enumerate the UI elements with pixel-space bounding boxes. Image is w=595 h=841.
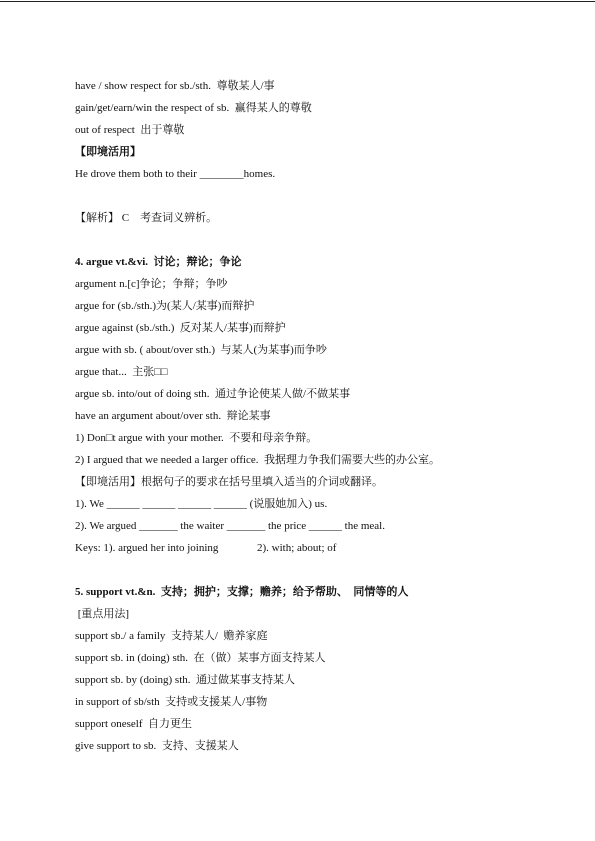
phrase-line: support sb. in (doing) sth. 在（做）某事方面支持某人 xyxy=(75,652,326,664)
phrase-line: support sb. by (doing) sth. 通过做某事支持某人 xyxy=(75,674,295,686)
phrase-line: argue with sb. ( about/over sth.) 与某人(为某事)而争吵 xyxy=(75,344,327,356)
practice-question: He drove them both to their ________homes. xyxy=(75,168,276,180)
phrase-line: argue for (sb./sth.)为(某人/某事)而辩护 xyxy=(75,300,255,312)
phrase-line: argue against (sb./sth.) 反对某人/某事)而辩护 xyxy=(75,322,286,334)
answer-key-1: Keys: 1). argued her into joining xyxy=(75,542,219,554)
answer-key-2: 2). with; about; of xyxy=(257,542,337,554)
phrase-line: argue sb. into/out of doing sth. 通过争论使某人做/不做某事 xyxy=(75,388,351,400)
section-heading-support: 5. support vt.&n. 支持；拥护；支撑；赡养；给予帮助、 同情等的人 xyxy=(75,586,409,598)
phrase-line: support sb./ a family 支持某人/ 赡养家庭 xyxy=(75,630,268,642)
exercise-line: 2). We argued _______ the waiter _______ the price ______ the meal. xyxy=(75,520,385,532)
document-body xyxy=(75,75,555,757)
phrase-line: gain/get/earn/win the respect of sb. 赢得某人的尊敬 xyxy=(75,102,312,114)
phrase-line: out of respect 出于尊敬 xyxy=(75,124,185,136)
practice-instruction: 【即境活用】根据句子的要求在括号里填入适当的介词或翻译。 xyxy=(75,476,383,488)
answer-keys xyxy=(75,537,555,559)
phrase-line: have an argument about/over sth. 辩论某事 xyxy=(75,410,271,422)
example-sentence: 2) I argued that we needed a larger office. 我据理力争我们需要大些的办公室。 xyxy=(75,454,441,466)
section-gap xyxy=(75,559,555,581)
section-gap xyxy=(75,229,555,251)
phrase-line: in support of sb/sth 支持或支援某人/事物 xyxy=(75,696,268,708)
answer-options xyxy=(75,185,555,207)
phrase-line: have / show respect for sb./sth. 尊敬某人/事 xyxy=(75,80,275,92)
section-heading-argue: 4. argue vt.&vi. 讨论；辩论；争论 xyxy=(75,256,242,268)
phrase-line: support oneself 自力更生 xyxy=(75,718,193,730)
top-rule xyxy=(0,1,595,2)
answer-analysis: 【解析】 C 考查词义辨析。 xyxy=(75,212,218,224)
phrase-line: argument n.[c]争论；争辩；争吵 xyxy=(75,278,228,290)
phrase-line: give support to sb. 支持、支援某人 xyxy=(75,740,239,752)
example-sentence: 1) Don□t argue with your mother. 不要和母亲争辩。 xyxy=(75,432,318,444)
usage-label: [重点用法] xyxy=(75,608,130,620)
practice-heading: 【即境活用】 xyxy=(75,146,141,158)
exercise-line: 1). We ______ ______ ______ ______ (说服她加入) us. xyxy=(75,498,328,510)
phrase-line: argue that... 主张□□ xyxy=(75,366,168,378)
